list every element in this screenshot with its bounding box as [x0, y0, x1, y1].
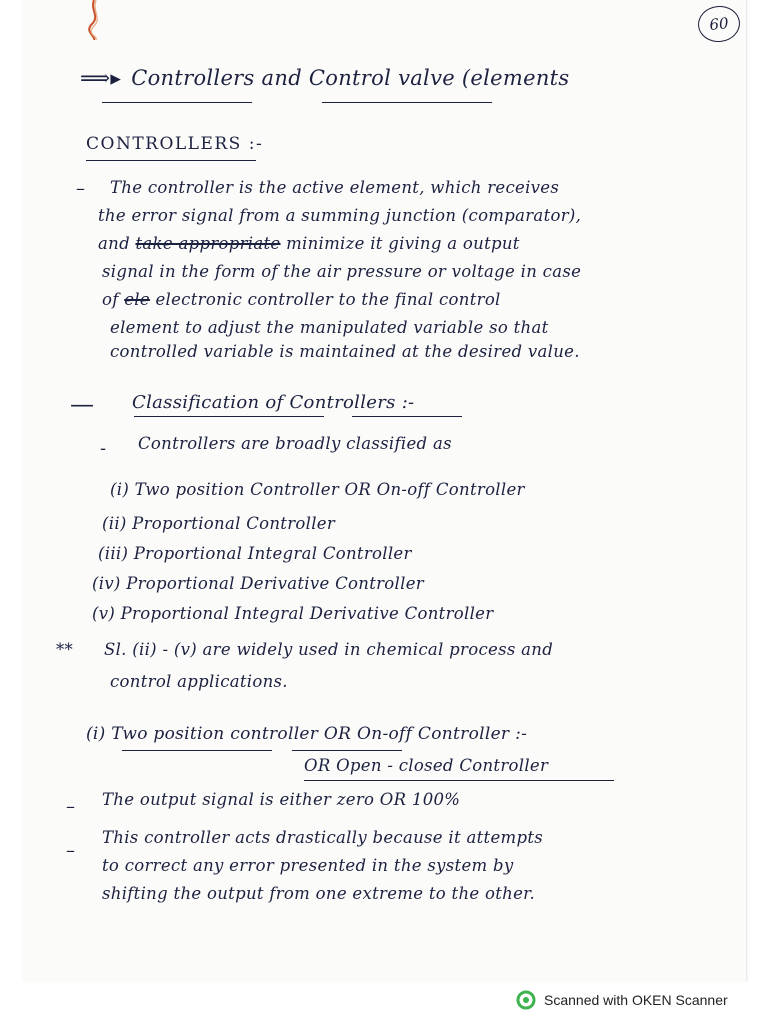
bullet-dash: -	[100, 438, 107, 459]
note-mark: **	[56, 640, 74, 659]
title-underline	[322, 102, 492, 103]
paragraph-line: signal in the form of the air pressure or voltage in case	[102, 262, 582, 281]
heading-underline	[352, 416, 462, 417]
paragraph-line: element to adjust the manipulated variable so that	[110, 318, 549, 337]
arrow-icon: ⟹▸	[80, 66, 122, 90]
paragraph-word: and	[98, 234, 130, 253]
section-heading-controllers: CONTROLLERS :-	[86, 134, 264, 154]
list-item: (iv) Proportional Derivative Controller	[92, 574, 424, 593]
struck-text: take appropriate	[135, 234, 281, 253]
section-heading-two-position: (i) Two position controller OR On-off Controller :-	[86, 724, 528, 744]
notebook-page	[22, 0, 746, 982]
page-title-text: Controllers and Control valve (elements	[131, 66, 570, 90]
list-item: (v) Proportional Integral Derivative Controller	[92, 604, 494, 623]
section-dash: —	[70, 390, 94, 418]
binding-thread	[72, 0, 112, 40]
paragraph-line: The controller is the active element, which receives	[110, 178, 560, 197]
struck-text: ele	[124, 290, 150, 309]
list-item: (i) Two position Controller OR On-off Controller	[110, 480, 525, 499]
scanner-label: Scanned with OKEN Scanner	[544, 992, 728, 1008]
bullet-dash: –	[66, 796, 75, 817]
paragraph-word: minimize it giving a output	[286, 234, 520, 253]
scanner-logo-icon	[516, 990, 536, 1010]
heading-underline	[292, 750, 402, 751]
heading-underline	[122, 750, 272, 751]
paragraph-line: to correct any error presented in the system by	[102, 856, 514, 875]
page-number	[696, 4, 742, 44]
section-heading-classification: Classification of Controllers :-	[132, 392, 415, 413]
list-item: (ii) Proportional Controller	[102, 514, 336, 533]
note-line: control applications.	[110, 672, 288, 691]
paragraph-word: of	[102, 290, 119, 309]
bullet-line: The output signal is either zero OR 100%	[102, 790, 461, 809]
scanner-badge	[516, 990, 728, 1010]
page-number-text: 60	[708, 14, 730, 34]
paragraph-line: controlled variable is maintained at the desired value.	[110, 342, 580, 361]
paragraph-line: This controller acts drastically because it attempts	[102, 828, 544, 847]
paragraph-line	[98, 234, 520, 253]
paragraph-word: electronic controller to the final control	[155, 290, 501, 309]
heading-underline	[304, 780, 614, 781]
intro-line: Controllers are broadly classified as	[138, 434, 452, 453]
paragraph-line: the error signal from a summing junction (comparator),	[98, 206, 582, 225]
bullet-dash: –	[76, 178, 85, 199]
subheading-open-closed: OR Open - closed Controller	[304, 756, 549, 775]
title-underline	[102, 102, 252, 103]
paragraph-line	[102, 290, 501, 309]
note-line: Sl. (ii) - (v) are widely used in chemical process and	[104, 640, 554, 659]
heading-underline	[86, 160, 256, 161]
heading-underline	[134, 416, 324, 417]
bullet-dash: –	[66, 840, 75, 861]
paragraph-line: shifting the output from one extreme to the other.	[102, 884, 536, 903]
page-title	[80, 66, 569, 90]
list-item: (iii) Proportional Integral Controller	[98, 544, 412, 563]
